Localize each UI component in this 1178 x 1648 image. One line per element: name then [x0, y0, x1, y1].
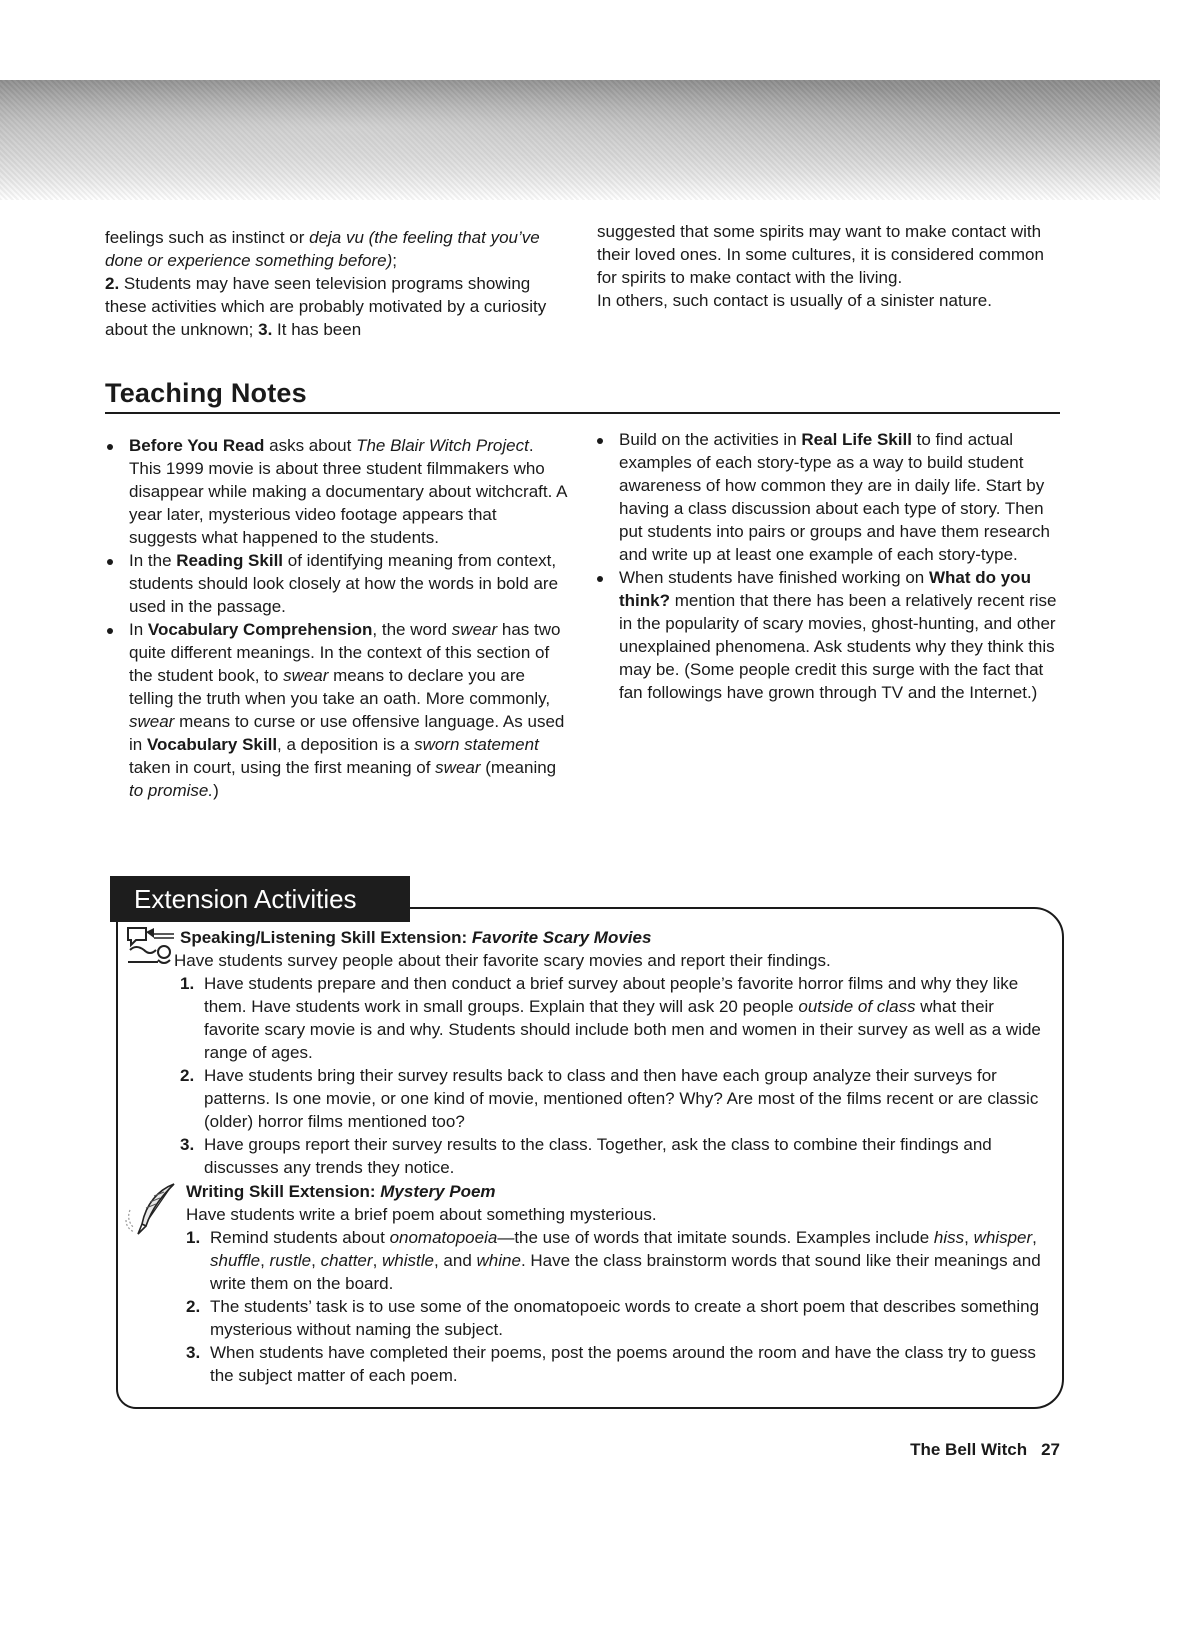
- writing-heading-title: Mystery Poem: [380, 1182, 496, 1201]
- note-item: When students have finished working on What do you think? mention that there has been a relatively recent rise in the popularity of scary movies, ghost-hunting, and other unexplained phenomena. Ask students why they think this may be. (Some people credit this surge with the fact that fan followings have grown through TV and the Internet.): [594, 566, 1069, 704]
- step-number: 3.: [186, 1343, 201, 1362]
- step-item: 3. When students have completed their poems, post the poems around the room and have the class try to guess the subject matter of each poem.: [186, 1343, 1036, 1385]
- page-footer: [910, 1440, 1060, 1460]
- teaching-notes-list-right: [594, 428, 1069, 704]
- speaking-heading-title: Favorite Scary Movies: [471, 928, 652, 947]
- teaching-notes-title: Teaching Notes: [105, 378, 307, 408]
- speaking-heading-prefix: Speaking/Listening Skill Extension:: [180, 928, 472, 947]
- extension-activities-tab: Extension Activities: [110, 876, 410, 922]
- intro-right-paragraph: suggested that some spirits may want to make contact with their loved ones. In some cultures, it is considered common for spirits to make contact with the living. In others, such contact is usually of a sinister nature.: [597, 222, 1044, 310]
- writing-extension-heading: [186, 1180, 1050, 1203]
- note-item: Build on the activities in Real Life Skill to find actual examples of each story-type as a way to build student awareness of how common they are in daily life. Start by having a class discussion about each type of story. Then put students into pairs or groups and have them research and write up at least one example of each story-type.: [594, 428, 1069, 566]
- header-texture-band: [0, 80, 1160, 200]
- intro-left-paragraph: feelings such as instinct or deja vu (the feeling that you’ve done or experience something before); 2. Students may have seen television programs showing these activities which are probably motivated by a curiosity about the unknown; 3. It has been: [105, 228, 547, 339]
- speaking-listening-icon: [124, 924, 178, 966]
- writing-heading-prefix: Writing Skill Extension:: [186, 1182, 381, 1201]
- step-item: 2. Have students bring their survey results back to class and then have each group analyze their surveys for patterns. Is one movie, or one kind of movie, mentioned often? Why? Are most of the films recent or are classic (older) horror films mentioned too?: [180, 1066, 1039, 1131]
- note-item: In the Reading Skill of identifying meaning from context, students should look closely at how the words in bold are used in the passage.: [104, 549, 569, 618]
- section-divider: [105, 412, 1060, 414]
- note-item: Before You Read asks about The Blair Witch Project. This 1999 movie is about three student filmmakers who disappear while making a documentary about witchcraft. A year later, mysterious video footage appears that suggests what happened to the students.: [104, 434, 569, 549]
- intro-left-column: [105, 226, 565, 341]
- speaking-listening-extension: [174, 926, 1050, 1179]
- speaking-extension-steps: [180, 972, 1050, 1179]
- speaking-extension-heading: [180, 926, 1050, 949]
- step-item: 2. The students’ task is to use some of the onomatopoeic words to create a short poem that describes something mysterious without naming the subject.: [186, 1297, 1040, 1339]
- step-item: 3. Have groups report their survey results to the class. Together, ask the class to combine their findings and discusses any trends they notice.: [180, 1135, 992, 1177]
- step-item: 1. Remind students about onomatopoeia—the use of words that imitate sounds. Examples include hiss, whisper, shuffle, rustle, chatter, whistle, and whine. Have the class brainstorm words that sound like their meanings and write them on the board.: [186, 1228, 1041, 1293]
- speaking-extension-intro: Have students survey people about their favorite scary movies and report their findings.: [174, 951, 831, 970]
- note-item: In Vocabulary Comprehension, the word swear has two quite different meanings. In the context of this section of the student book, to swear means to declare you are telling the truth when you take an oath. More commonly, swear means to curse or use offensive language. As used in Vocabulary Skill, a deposition is a sworn statement taken in court, using the first meaning of swear (meaning to promise.): [104, 618, 569, 802]
- teaching-notes-right-column: [594, 428, 1069, 704]
- step-number: 3.: [180, 1135, 195, 1154]
- step-number: 1.: [180, 974, 195, 993]
- step-number: 2.: [186, 1297, 201, 1316]
- writing-extension: [186, 1180, 1050, 1387]
- step-number: 1.: [186, 1228, 201, 1247]
- footer-title: The Bell Witch: [910, 1440, 1028, 1459]
- writing-extension-intro: Have students write a brief poem about something mysterious.: [186, 1205, 657, 1224]
- page-number: 27: [1041, 1440, 1060, 1459]
- step-number: 2.: [180, 1066, 195, 1085]
- teaching-notes-left-column: [104, 434, 569, 802]
- intro-right-column: [597, 220, 1067, 312]
- teaching-notes-list-left: [104, 434, 569, 802]
- writing-extension-steps: [186, 1226, 1050, 1387]
- step-item: 1. Have students prepare and then conduct a brief survey about people’s favorite horror films and why they like them. Have students work in small groups. Explain that they will ask 20 people outside of class what their favorite scary movie is and why. Students should include both men and women in their survey as well as a wide range of ages.: [180, 974, 1041, 1062]
- quill-pen-icon: [124, 1180, 182, 1240]
